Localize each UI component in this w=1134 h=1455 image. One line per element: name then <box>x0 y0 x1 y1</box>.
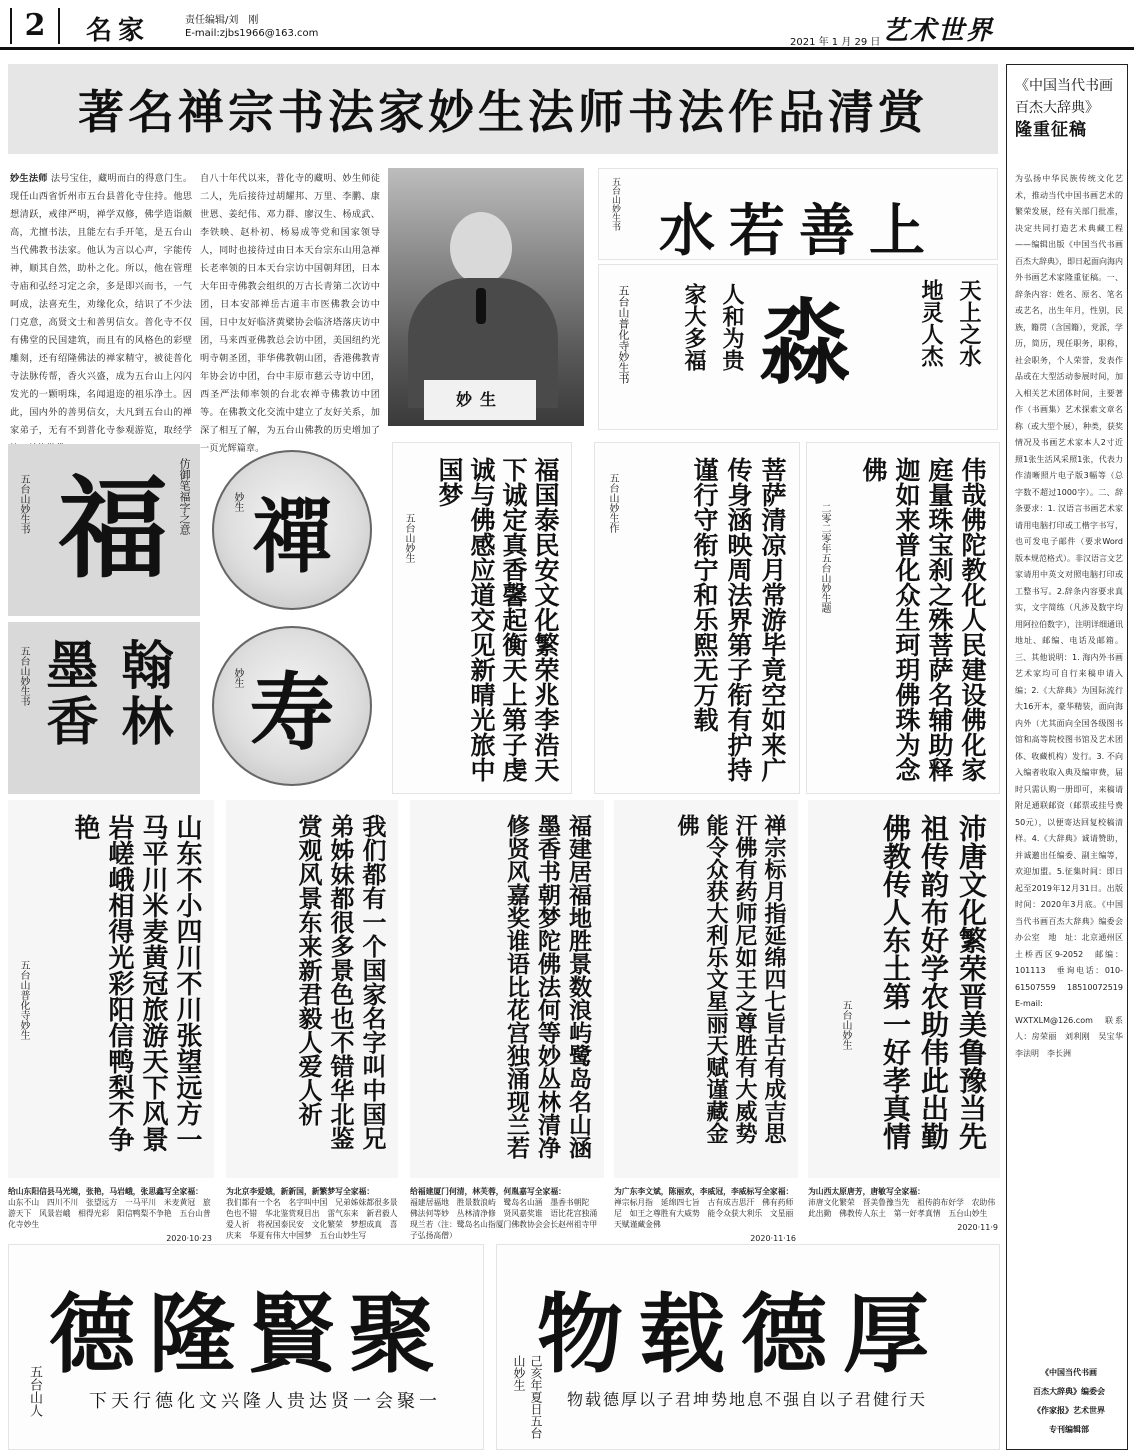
caption-title: 为广东李文斌，陈丽欢，李威冠，李威标写全家福： <box>614 1187 794 1196</box>
artwork-right-couplet-2: 家大多福 <box>681 283 707 371</box>
artwork-signature: 五台山妙生作 <box>607 473 618 533</box>
caption-title: 给山东阳信县马光境，张艳，马岩峨，张思鑫写全家福： <box>8 1187 203 1196</box>
artwork-text: 沛唐文化繁荣晋美鲁豫当先祖传韵布好学农助伟此出勤佛教传人东土第一好孝真情 <box>879 814 988 1150</box>
artwork-main-character: 福 <box>58 464 168 593</box>
artwork-bottom-scroll-2 <box>226 800 398 1178</box>
desk-nameplate: 妙生 <box>424 380 536 420</box>
intro-column-2 <box>200 170 380 458</box>
caption-text: 沛唐文化繁荣 晋美鲁豫当先 祖传韵布好学 农助伟此出勤 佛教传人东土 第一好孝真情 五台山妙生 <box>808 1198 996 1218</box>
sidebar-call-for-submissions <box>1006 64 1131 1450</box>
sidebar-title-line3: 隆重征稿 <box>1015 120 1087 140</box>
sidebar-title <box>1015 75 1123 141</box>
artwork-left-couplet: 天上之水 <box>956 279 982 367</box>
artwork-han-lin-mo-xiang <box>8 622 200 794</box>
artwork-chan-circle <box>212 450 372 610</box>
artwork-text: 我们都有一个国家名字叫中国兄弟姊妹都很多景色也不错华北鉴赏观风景东来新君毅人爱人祈 <box>294 814 387 1150</box>
masthead <box>0 0 1134 50</box>
caption-title: 给福建厦门何清，林芙蓉，何胤嘉写全家福： <box>410 1187 566 1196</box>
artwork-bottom-scroll-5 <box>808 800 1000 1178</box>
artwork-mid-scroll-1 <box>392 442 572 794</box>
portrait-head <box>450 212 512 284</box>
artwork-signature: 五台山妙生 <box>403 513 414 563</box>
artwork-right-couplet: 人和为贵 <box>719 283 745 371</box>
page-number: 2 <box>10 8 60 44</box>
artwork-mid-scroll-3 <box>806 442 1000 794</box>
paper-logo: 艺术世界 <box>882 16 995 46</box>
artwork-text: 菩萨清凉月常游毕竟空如来广传身涵映周法界第子衔有护持谨行守衔宁和乐熙无万载 <box>690 457 787 782</box>
caption-date: 2020·11·9 <box>957 1223 998 1232</box>
artwork-main-character: 淼 <box>759 289 852 397</box>
artwork-text: 伟哉佛陀教化人民建设佛化家庭量珠宝刹之殊菩萨名辅助释迦如来普化众生珂玥佛珠为念佛 <box>859 457 987 782</box>
artwork-banner-hou-de <box>496 1244 1000 1450</box>
intro-text-2: 自八十年代以来，普化寺的藏明、妙生师徒二人，先后接待过胡耀邦、万里、李鹏、康世恩、姜纪伟、邓力群、廖汉生、杨成武、李铁映、赵朴初、杨易成等党和国家领导人，同时也接待过由日本天台宗东山用急禅长老率领的日本天台宗访中国朝拜团，日本大年田寺佛教会组织的万古长青第二次访中团，日本安部禅岳古道丰市医佛教会访中国，日中友好临济黄檗协会临济塔落庆访中团，马来西亚佛教总会访中团，美国纽约光明寺朝圣团，菲华佛教朝山团，香港佛教青年协会访中团，台中丰原市慈云寺访中团，西圣严法师率领的台北农禅寺佛教访中团等。在佛教文化交流中建立了友好关系，加深了相互了解，为五台山佛教的历史增加了一页光辉篇章。 <box>200 173 380 454</box>
artwork-signature: 五台山妙生书 <box>18 646 29 706</box>
caption-date: 2020·10·23 <box>166 1234 212 1243</box>
artwork-fu <box>8 444 200 616</box>
sidebar-footer-line4: 专刊编辑部 <box>1049 1425 1089 1434</box>
editor-email: E-mail:zjbs1966@163.com <box>185 28 319 39</box>
portrait-photo <box>388 168 584 426</box>
caption-5 <box>808 1186 1000 1232</box>
section-name: 名家 <box>86 16 151 46</box>
artwork-main-text: 厚德载物 <box>537 1284 945 1385</box>
artwork-main-text: 翰林墨香 <box>37 638 173 750</box>
caption-text: 山东不山 四川不川 张望远方 一马平川 米麦黄冠 旅游天下 风景岩峨 相得光彩 阳信鸭梨不争艳 五台山普化寺妙生 <box>8 1198 211 1229</box>
caption-2 <box>226 1186 398 1241</box>
sidebar-footer-line2: 百杰大辞典》编委会 <box>1033 1387 1105 1396</box>
artwork-shang-shan-ruo-shui <box>598 168 998 260</box>
artwork-text: 福国泰民安文化繁荣兆李浩天下诚定真香馨起衡天上第子虔诚与佛感应道交见新晴光旅中国梦 <box>435 457 560 782</box>
caption-date: 2020·11·16 <box>750 1234 796 1243</box>
sidebar-body: 为弘扬中华民族传统文化艺术，推动当代中国书画艺术的繁荣发展，经有关部门批准，决定共同打造艺术典藏工程——编辑出版《中国当代书画百杰大辞典》，即日起面向海内外书画艺术家隆重征稿。一、辞条内容：姓名、原名、笔名或艺名，出生年月，性别，民族，籍贯（含国籍），党派，学历，简历，现任职务，职称，社会职务，个人荣誉，发表作品或在大型活动参展时间，加入相关艺术团体时间，主要著作（书画集）艺术探索文章名称（或大型个展），种类，获奖情况及书画艺术家本人2寸近照1张生活风采照1张，代表力作清晰照片电子版3幅等（总字数不超过1000字）。二、辞条要求：1. 汉语言书画艺术家请用电脑打印或工楷字书写，也可发电子邮件（要求Word版本规范格式）。非汉语言文艺家请用中英文对照电脑打印或工整书写。2.辞条内容要求真实，文字简练（凡涉及数字均用阿拉伯数字），注明详细通讯地址、邮编、电话及邮箱。三、其他说明：1. 海内外书画艺术家均可自行来稿申请入编；2.《大辞典》为国际流行大16开本，豪华精装，面向海内外（尤其面向全国各级图书馆和高等院校图书馆及艺术团体、收藏机构）发行。3. 不向入编者收取入典及编审费，届时只需认购一册即可，来稿请附足通联邮资（邮票或挂号费50元），以便寄达回复校稿清样。4.《大辞典》诚请赞助，并诚邀出任编委、副主编等，欢迎加盟。5.征集时间：即日起至2019年12月31日。出版时间：2020年3月底。《中国当代书画百杰大辞典》编委会办公室 地 址：北京通州区土桥西区9-2052 邮编：101113 垂询电话：010-61507559 18510072519 E-mail: WXTXLM@126.com 联系人：房荣丽 刘利刚 吴宝华 李法明 李长洲 <box>1015 174 1131 1058</box>
artwork-text: 山东不小四川不川张望远方一马平川米麦黄冠旅游天下风景岩嵯峨相得光彩阳信鸭梨不争艳 <box>70 814 202 1152</box>
artwork-signature: 五台山人 <box>27 1365 42 1417</box>
caption-3 <box>410 1186 604 1241</box>
artwork-signature: 妙生 <box>232 668 243 688</box>
sidebar-title-line2: 百杰大辞典》 <box>1015 100 1099 116</box>
artwork-signature: 五台山普化寺妙生 <box>18 960 29 1040</box>
artwork-main-text: 上善若水 <box>659 198 939 260</box>
artwork-signature: 二零二零年五台山妙生题 <box>819 503 830 613</box>
caption-4 <box>614 1186 798 1243</box>
artwork-signature: 五台山普化寺妙生书 <box>617 285 630 384</box>
artwork-main-text: 聚賢隆德 <box>49 1284 449 1385</box>
artwork-mid-scroll-2 <box>594 442 800 794</box>
publication-date: 2021 年 1 月 29 日 <box>790 37 881 48</box>
caption-title: 为山西太原唐芳，唐敏写全家福： <box>808 1187 925 1196</box>
caption-text: 禅宗标月指 延绵四七旨 古有成吉思汗 佛有药师尼 如王之尊胜有大威势 能令众获大利乐 文星丽天赋谨藏金佛 <box>614 1198 794 1229</box>
artwork-signature: 己亥年夏日五台山妙生 <box>512 1355 543 1439</box>
caption-1 <box>8 1186 214 1243</box>
artwork-bottom-scroll-4 <box>614 800 798 1178</box>
intro-text-1: 法号宝住，藏明而白的得意门生。现任山西省忻州市五台县普化寺住持。他思想清跃，戒律严明，禅学双修，佛学造诣颇高，尤擅书法，且能左右手开笔，是五台山当代佛教书法家。他认为言以心声，字能传神，顺其自然，助朴之化。所以，他在管理寺庙和弘经习定之余，多是即兴而书，一气呵成，法喜充生，劝缘化众，结识了不少法门克意，高贤文士和善男信女。普化寺不仅有佛堂的民国建筑，而且有的风格色的彩壁雕刻，还有绍隆佛法的禅家精守，被徒普化寺法脉传帮，香火兴盛，成为五台山上闪闪发光的一颗明珠，名闻退迩的祖乐净土。因此，国内外的善男信女，大凡到五台山的禅家弟子，无有不到普化寺参观游览，取经学 <box>10 173 193 436</box>
editor-line: 责任编辑/刘 刚 <box>185 15 259 26</box>
artwork-bottom-scroll-1 <box>8 800 214 1178</box>
artwork-main-character: 寿 <box>249 662 334 762</box>
artwork-text: 禅宗标月指延绵四七旨古有成吉思汗佛有药师尼如王之尊胜有大威势能令众获大利乐文星丽天赋谨藏金佛 <box>674 814 787 1144</box>
sidebar-footer-line1: 《中国当代书画 <box>1041 1368 1097 1377</box>
artwork-inscription: 仿御笔福字之意 <box>178 458 191 535</box>
caption-title: 为北京李爱娥，新新国，新繁梦写全家福： <box>226 1187 375 1196</box>
artwork-left-couplet-2: 地灵人杰 <box>918 279 944 367</box>
artwork-inscription: 天行健君子以自强不息地势坤君子以厚德载物 <box>567 1390 928 1409</box>
headline: 著名禅宗书法家妙生法师书法作品清赏 <box>78 85 928 139</box>
artwork-shou-circle <box>212 626 372 786</box>
caption-text: 我们都有一个名 名字叫中国 兄弟姊妹都很多景色也不错 华北鉴赏观目出 雷气东来 新君毅人爱人祈 将祝国泰民安 文化繁荣 梦想成真 喜庆来 华夏有伟大中国梦 五台山妙生写 <box>226 1198 398 1240</box>
caption-text: 福建居福地 胜景数浪屿 鹭岛名山涵 墨香书朝陀 佛法何等妙 丛林清净修 贤风嘉奖谁 语比花宫独涌现兰若（注：鹭岛名山指厦门佛教协会会长赵州祖寺甲子弘扬高僧） <box>410 1198 598 1240</box>
sidebar-title-line1: 《中国当代书画 <box>1015 78 1113 94</box>
intro-column-1 <box>10 170 192 458</box>
artwork-banner-ju-xian <box>8 1244 484 1450</box>
editor-info <box>185 14 318 40</box>
artwork-signature: 妙生 <box>232 492 243 512</box>
artwork-main-character: 禪 <box>252 489 332 584</box>
microphone-icon <box>476 288 486 324</box>
artwork-inscription: 一聚会一贤达贵人隆兴文化德行天下 <box>89 1391 441 1412</box>
sidebar-footer-line3: 《作家报》艺术世界 <box>1033 1406 1105 1415</box>
artwork-bottom-scroll-3 <box>410 800 604 1178</box>
sidebar-footer <box>1015 1363 1123 1439</box>
artwork-signature: 五台山妙生书 <box>610 177 620 231</box>
headline-banner <box>8 64 998 154</box>
artwork-signature: 五台山妙生 <box>840 1000 851 1050</box>
artwork-text: 福建居福地胜景数浪屿鹭岛名山涵墨香书朝梦陀佛法何等妙丛林清净修贤风嘉奖谁语比花宫独涌现兰若 <box>503 814 592 1159</box>
artwork-tian-shang-zhi-shui <box>598 264 998 430</box>
intro-lead: 妙生法师 <box>10 173 48 184</box>
artwork-signature: 五台山妙生书 <box>18 474 29 534</box>
